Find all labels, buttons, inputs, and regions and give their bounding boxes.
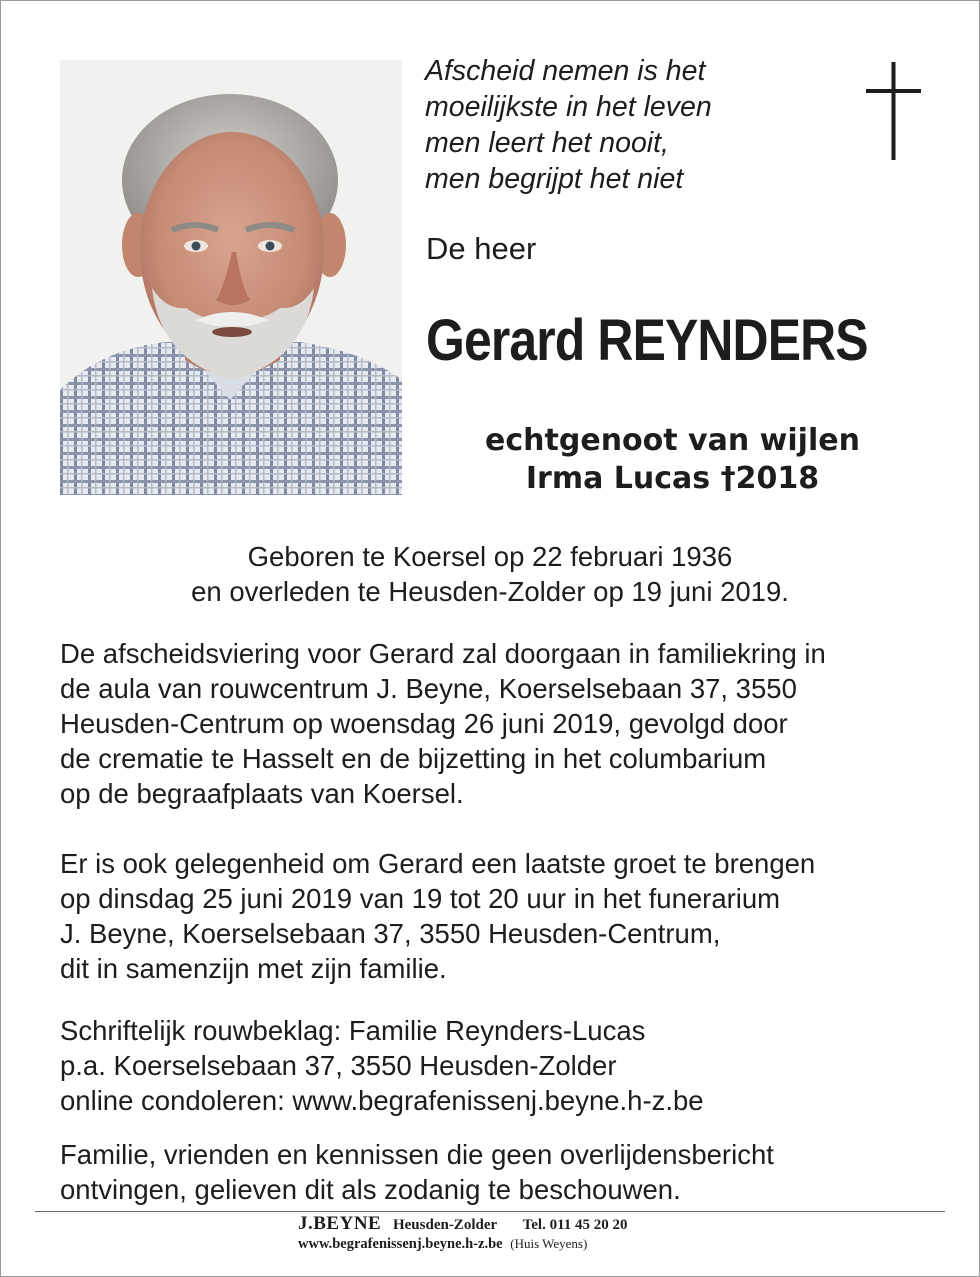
condolences-paragraph: [60, 1013, 704, 1118]
quote-line: men leert het nooit,: [425, 127, 669, 159]
honorific: De heer: [426, 231, 537, 266]
quote-line: Afscheid nemen is het: [425, 55, 706, 87]
paragraph-line: dit in samenzijn met zijn familie.: [60, 953, 447, 984]
paragraph-line: J. Beyne, Koerselsebaan 37, 3550 Heusden-Centrum,: [60, 918, 721, 949]
funeral-home-phone: Tel. 011 45 20 20: [522, 1217, 628, 1233]
birth-line: Geboren te Koersel op 22 februari 1936: [247, 541, 733, 572]
deceased-name: Gerard REYNDERS: [426, 308, 868, 373]
paragraph-line: op dinsdag 25 juni 2019 van 19 tot 20 uur in het funerarium: [60, 883, 781, 914]
funeral-home-place: Heusden-Zolder: [392, 1217, 498, 1233]
funeral-home-website[interactable]: www.begrafenissenj.beyne.h-z.be: [298, 1236, 503, 1252]
cross-icon: [866, 62, 921, 160]
death-line: en overleden te Heusden-Zolder op 19 juni 2019.: [191, 576, 789, 607]
paragraph-line: ontvingen, gelieven dit als zodanig te beschouwen.: [60, 1174, 681, 1205]
footer-divider: [35, 1211, 945, 1212]
visitation-paragraph: [60, 846, 815, 986]
paragraph-line: Er is ook gelegenheid om Gerard een laatste groet te brengen: [60, 848, 816, 879]
paragraph-line: op de begraafplaats van Koersel.: [60, 778, 464, 809]
paragraph-line: p.a. Koerselsebaan 37, 3550 Heusden-Zolder: [60, 1050, 617, 1081]
funeral-home-house: (Huis Weyens): [510, 1236, 588, 1251]
quote-line: moeilijkste in het leven: [425, 91, 712, 123]
spouse-line: echtgenoot van wijlen: [485, 423, 860, 458]
paragraph-line: Schriftelijk rouwbeklag: Familie Reynders-Lucas: [60, 1015, 646, 1046]
paragraph-line: de aula van rouwcentrum J. Beyne, Koerselsebaan 37, 3550: [60, 673, 797, 704]
paragraph-line: Familie, vrienden en kennissen die geen overlijdensbericht: [60, 1139, 774, 1170]
birth-death-dates: [60, 539, 920, 609]
funeral-home-footer: [298, 1214, 628, 1253]
portrait-illustration: [60, 60, 402, 495]
paragraph-line: de crematie te Hasselt en de bijzetting in het columbarium: [60, 743, 767, 774]
paragraph-line: De afscheidsviering voor Gerard zal doorgaan in familiekring in: [60, 638, 826, 669]
funeral-home-brand: J.BEYNE: [298, 1213, 382, 1234]
spouse-line: Irma Lucas †2018: [525, 461, 820, 496]
memorial-quote: [425, 53, 712, 197]
spouse-info: [425, 422, 920, 498]
ceremony-paragraph: [60, 636, 826, 811]
portrait-photo: [60, 60, 402, 495]
notice-paragraph: [60, 1137, 774, 1207]
paragraph-line: Heusden-Centrum op woensdag 26 juni 2019, gevolgd door: [60, 708, 788, 739]
quote-line: men begrijpt het niet: [425, 163, 684, 195]
condolence-link[interactable]: online condoleren: www.begrafenissenj.beyne.h-z.be: [60, 1085, 704, 1116]
